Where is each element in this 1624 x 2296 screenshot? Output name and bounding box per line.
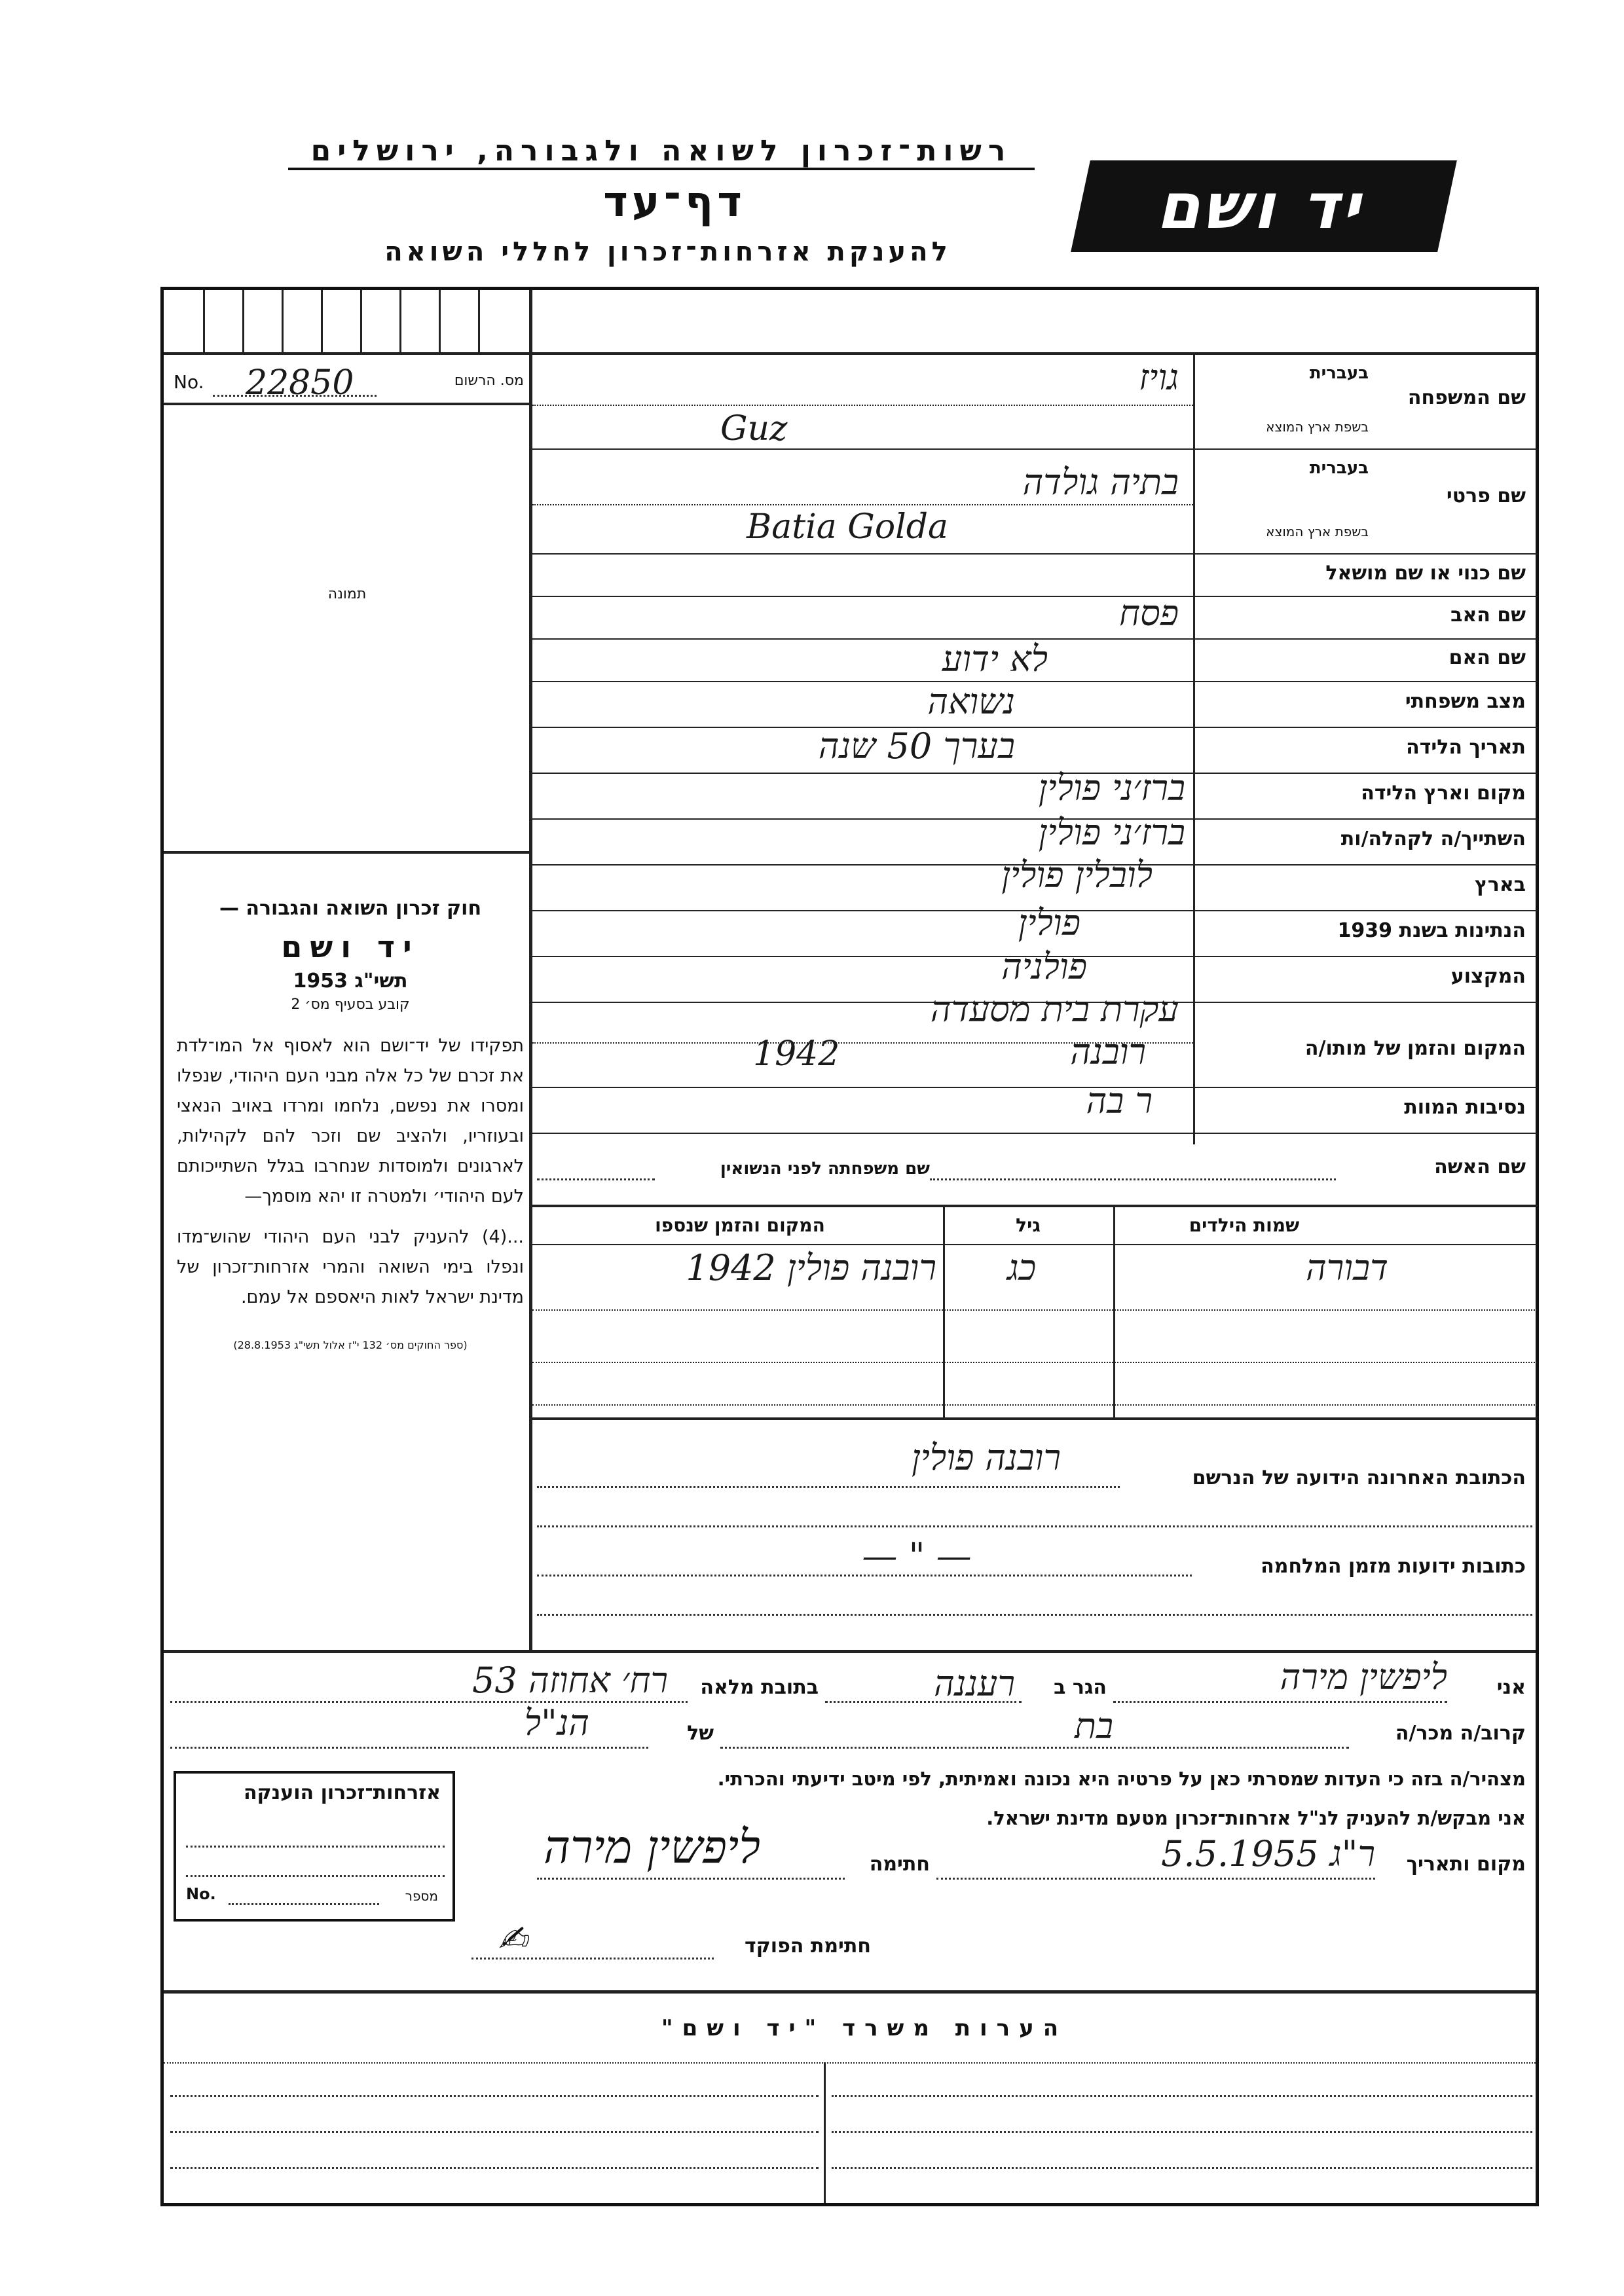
left-column-divider <box>529 290 532 1652</box>
declarant-value: ליפשין מירה <box>1280 1656 1447 1698</box>
office-notes-title: הערות משרד "יד ושם" <box>661 2015 1068 2041</box>
spouse-maiden-label: שם משפחתה לפני הנשואין <box>720 1159 930 1178</box>
law-name: יד ושם <box>281 929 420 964</box>
law-citation: (ספר החוקים מס׳ 132 י"ז אלול תשי"ג 28.8.1953) <box>233 1339 468 1351</box>
mother-value: לא ידוע <box>942 638 1048 680</box>
war-address-label: כתובות ידועות מזמן המלחמה <box>1261 1555 1526 1578</box>
form-title: דף־עד <box>603 178 746 227</box>
top-cells <box>164 290 530 352</box>
citizenship-box-title: אזרחות־זכרון הוענקה <box>243 1781 441 1804</box>
last-address-value: רובנה פולין <box>911 1437 1061 1478</box>
war-address-value: — " — <box>862 1535 972 1576</box>
officer-signature-label: חתימת הפוקד <box>745 1935 871 1958</box>
surname-origin-label: בשפת ארץ המוצא <box>1266 419 1369 435</box>
place-date-label: מקום ותאריך <box>1406 1853 1526 1876</box>
institution-name: רשות־זכרון לשואה ולגבורה, ירושלים <box>288 134 1035 170</box>
law-sidebar <box>177 897 524 1351</box>
death-place-value: עקרת בית מסעדה <box>930 989 1179 1030</box>
given-hebrew-label: בעברית <box>1309 458 1369 478</box>
declarant-label: אני <box>1496 1676 1526 1699</box>
resides-value: רעננה <box>934 1663 1015 1704</box>
officer-signature: ✍︎ <box>498 1918 528 1959</box>
relative-value: בת <box>1075 1705 1113 1747</box>
children-names-header: שמות הילדים <box>1189 1214 1300 1236</box>
citizenship-1939-value: פולין <box>1018 902 1080 943</box>
death-place-2: רובנה <box>1070 1031 1146 1072</box>
law-title: חוק זכרון השואה והגבורה — <box>219 897 482 920</box>
form-subtitle: להענקת אזרחות־זכרון לחללי השואה <box>384 237 951 267</box>
given-hebrew-value: בתיה גולדה <box>1022 462 1179 503</box>
marital-status-label: מצב משפחתי <box>1405 690 1526 713</box>
circumstances-value: ר בה <box>1086 1080 1153 1121</box>
death-year: 1942 <box>753 1034 840 1074</box>
country-label: בארץ <box>1474 873 1526 896</box>
given-origin-label: בשפת ארץ המוצא <box>1266 524 1369 539</box>
father-value: פסח <box>1119 592 1179 634</box>
citizenship-1939-label: הנתינות בשנת 1939 <box>1337 919 1526 942</box>
of-value: הנ"ל <box>524 1702 589 1743</box>
full-address-label: בתובת מלאה <box>700 1676 819 1699</box>
community-value: ברז׳ני פולין <box>1038 812 1185 853</box>
law-clause: קובע בסעיף מס׳ 2 <box>291 996 410 1013</box>
children-age-header: גיל <box>1016 1214 1041 1236</box>
declaration-statement-2: אני מבקש/ת להעניק לנ"ל אזרחות־זכרון מטעם מדינת ישראל. <box>986 1807 1526 1829</box>
signature-label: חתימה <box>869 1853 930 1876</box>
children-place-header: המקום והזמן שנספו <box>655 1214 825 1236</box>
mother-label: שם האם <box>1449 646 1526 669</box>
law-paragraph-1: תפקידו של יד־ושם הוא לאסוף אל המו־לדת את זכרם של כל אלה מבני העם היהודי, שנפלו ומסרו את נפשם, נלחמו ומרדו באויב הנאצי ובעוזריו, ולהציב שם וזכר להם לקהילות, לארגונים ולמוסדות שנחרבו בגלל השתייכותם לעם היהודי׳ ולמטרה זו יהא מוסמך— <box>177 1036 524 1207</box>
birth-date-label: תאריך הלידה <box>1406 736 1526 759</box>
marital-status-value: נשואה <box>927 681 1015 722</box>
citizenship-box-no: No. <box>186 1885 216 1903</box>
relative-label: קרוב/ה מכר/ה <box>1395 1722 1526 1745</box>
birth-place-label: מקום וארץ הלידה <box>1361 782 1526 805</box>
spouse-label: שם האשה <box>1434 1156 1526 1178</box>
full-address-value: רח׳ אחוזה 53 <box>472 1660 668 1701</box>
resides-label: הגר ב <box>1054 1676 1107 1699</box>
child-age: כג <box>1006 1247 1037 1288</box>
profession-label: המקצוע <box>1450 965 1526 988</box>
declarant-signature: ליפשין מירה <box>544 1820 761 1874</box>
label-column-divider <box>1193 352 1195 1144</box>
birth-date-value: בערך 50 שנה <box>818 725 1015 767</box>
declaration-statement-1: מצהיר/ה בזה כי העדות שמסרתי כאן על פרטיה היא נכונה ואמיתית, לפי מיטב ידיעתי והכרתי. <box>717 1768 1526 1790</box>
community-label: השתייך/ה לקהלה/ות <box>1340 828 1526 850</box>
nickname-label: שם כנוי או שם מושאל <box>1325 562 1526 585</box>
law-year: תשי"ג 1953 <box>293 970 408 993</box>
birth-place-value: ברז׳ני פולין <box>1038 767 1185 809</box>
country-value: לובלין פולין <box>1001 854 1153 896</box>
child-death-place: רובנה פולין 1942 <box>686 1247 936 1288</box>
circumstances-label: נסיבות המוות <box>1404 1096 1526 1119</box>
last-address-label: הכתובת האחרונה הידועה של הנרשם <box>1192 1467 1526 1489</box>
death-place-label: המקום והזמן של מותו/ה <box>1304 1037 1526 1060</box>
father-label: שם האב <box>1450 604 1526 627</box>
place-date-value: ר"ג 5.5.1955 <box>1161 1833 1375 1874</box>
child-name: דבורה <box>1306 1247 1388 1288</box>
surname-hebrew-value: גויז <box>1139 357 1179 398</box>
yad-vashem-logo: יד ושם <box>1071 160 1457 252</box>
of-label: של <box>687 1722 714 1745</box>
profession-value: פולניה <box>1001 946 1087 987</box>
surname-origin-value: Guz <box>720 409 788 448</box>
given-origin-value: Batia Golda <box>747 507 949 547</box>
surname-hebrew-label: בעברית <box>1309 363 1369 383</box>
photo-label: תמונה <box>327 586 367 602</box>
given-name-label: שם פרטי <box>1446 484 1526 507</box>
law-paragraph-2: ...(4) להעניק לבני העם היהודי שהוש־מדו ונפלו בימי השואה והמרי אזרחות־זכרון של מדינת ישראל לאות היאספם אל עמם. <box>177 1227 524 1307</box>
surname-label: שם המשפחה <box>1407 386 1526 409</box>
registration-number: No. 22850 מס. הרשום <box>174 363 524 403</box>
citizenship-granted-box <box>174 1771 455 1922</box>
citizenship-box-number-label: מספר <box>405 1888 438 1904</box>
